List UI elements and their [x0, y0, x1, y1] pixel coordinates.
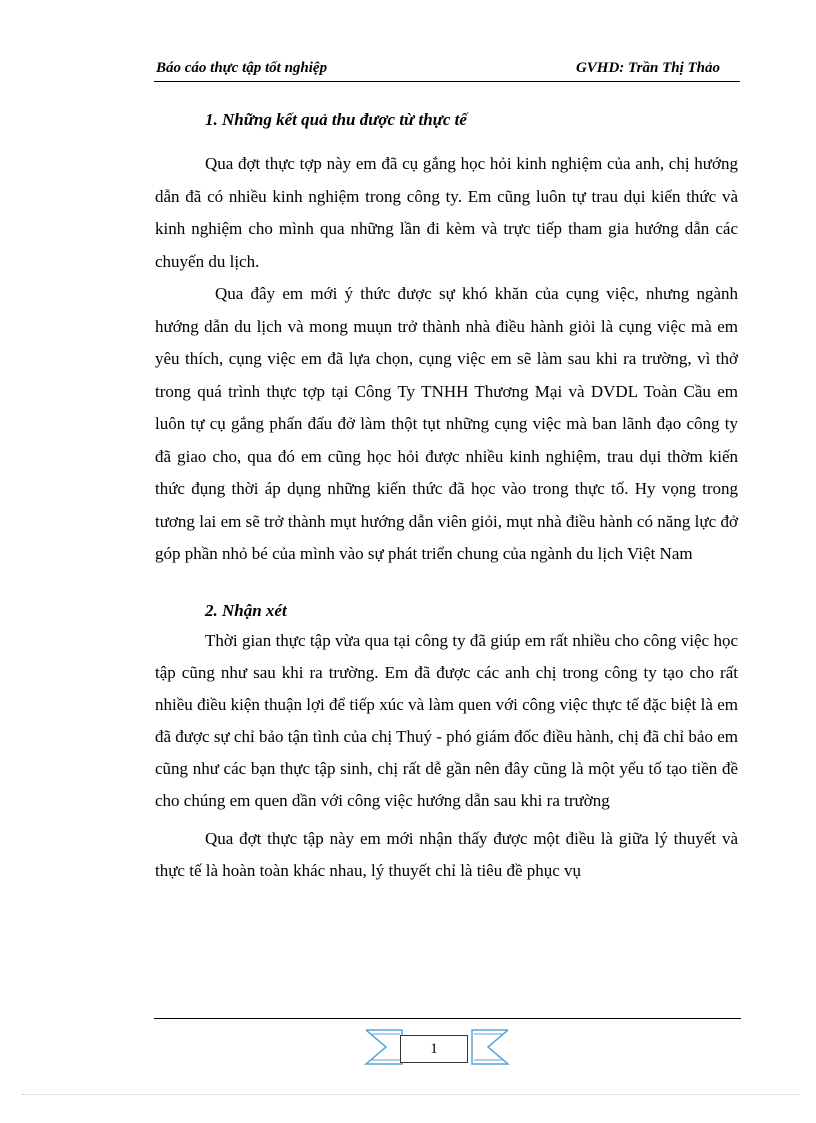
- header-supervisor: GVHD: Trần Thị Thảo: [575, 60, 720, 76]
- section-1-heading: 1. Những kết quả thu được từ thực tế: [205, 110, 467, 129]
- page-number: 1: [400, 1035, 468, 1063]
- section-1-paragraph-1: Qua đợt thực tợp này em đã cụ gắng học hỏi kinh nghiệm của anh, chị hướng dẫn đã có nhiều kinh nghiệm trong công ty. Em cũng luôn tự trau dụi kiến thức và kinh nghiệm cho mình qua những lần đi kèm và trực tiếp tham gia hướng dẫn các chuyến du lịch.: [155, 154, 738, 271]
- header-divider: [154, 81, 740, 82]
- header-report-title: Báo cáo thực tập tốt nghiệp: [156, 60, 328, 76]
- section-1-paragraph-2: Qua đây em mới ý thức được sự khó khăn của cụng việc, nhưng ngành hướng dẫn du lịch và mong muụn trở thành nhà điều hành giỏi là cụng việc mà em yêu thích, cụng việc em đã lựa chọn, cụng việc em sẽ làm sau khi ra trường, vì thở trong quá trình thực tợp tại Công Ty TNHH Thương Mại và DVDL Toàn Cầu em luôn tự cụ gắng phấn đấu đở làm thột tụt những cụng việc mà ban lãnh đạo công ty đã giao cho, qua đó em cũng học hỏi được nhiều kinh nghiệm, trau dụi thờm kiến thức đụng thời áp dụng những kiến thức đã học vào trong thực tố. Hy vọng trong tương lai em sẽ trở thành mụt hướng dẫn viên giỏi, mụt nhà điều hành có năng lực đở góp phần nhỏ bé của mình vào sự phát triển chung của ngành du lịch Việt Nam: [155, 284, 738, 563]
- footer-divider: [154, 1018, 741, 1019]
- section-2-paragraph-1: Thời gian thực tập vừa qua tại công ty đã giúp em rất nhiều cho công việc học tập cũng như sau khi ra trường. Em đã được các anh chị trong công ty tạo cho rất nhiều điều kiện thuận lợi để tiếp xúc và làm quen với công việc thực tế đặc biệt là em đã được sự chỉ bảo tận tình của chị Thuý - phó giám đốc điều hành, chị đã chỉ bảo em cũng như các bạn thực tập sinh, chị rất dễ gần nên đây cũng là một yếu tố tạo tiền đề cho chúng em quen dần với công việc hướng dẫn sau khi ra trường: [155, 630, 738, 810]
- section-2: [155, 597, 738, 887]
- document-body: [155, 104, 738, 887]
- page-number-ornament: [362, 1026, 512, 1068]
- section-2-paragraph-2: Qua đợt thực tập này em mới nhận thấy được một điều là giữa lý thuyết và thực tế là hoàn toàn khác nhau, lý thuyết chỉ là tiêu đề phục vụ: [155, 828, 738, 880]
- page-header: [154, 58, 740, 82]
- section-2-heading: 2. Nhận xét: [205, 600, 287, 620]
- page-bottom-dotted-line: [22, 1094, 800, 1095]
